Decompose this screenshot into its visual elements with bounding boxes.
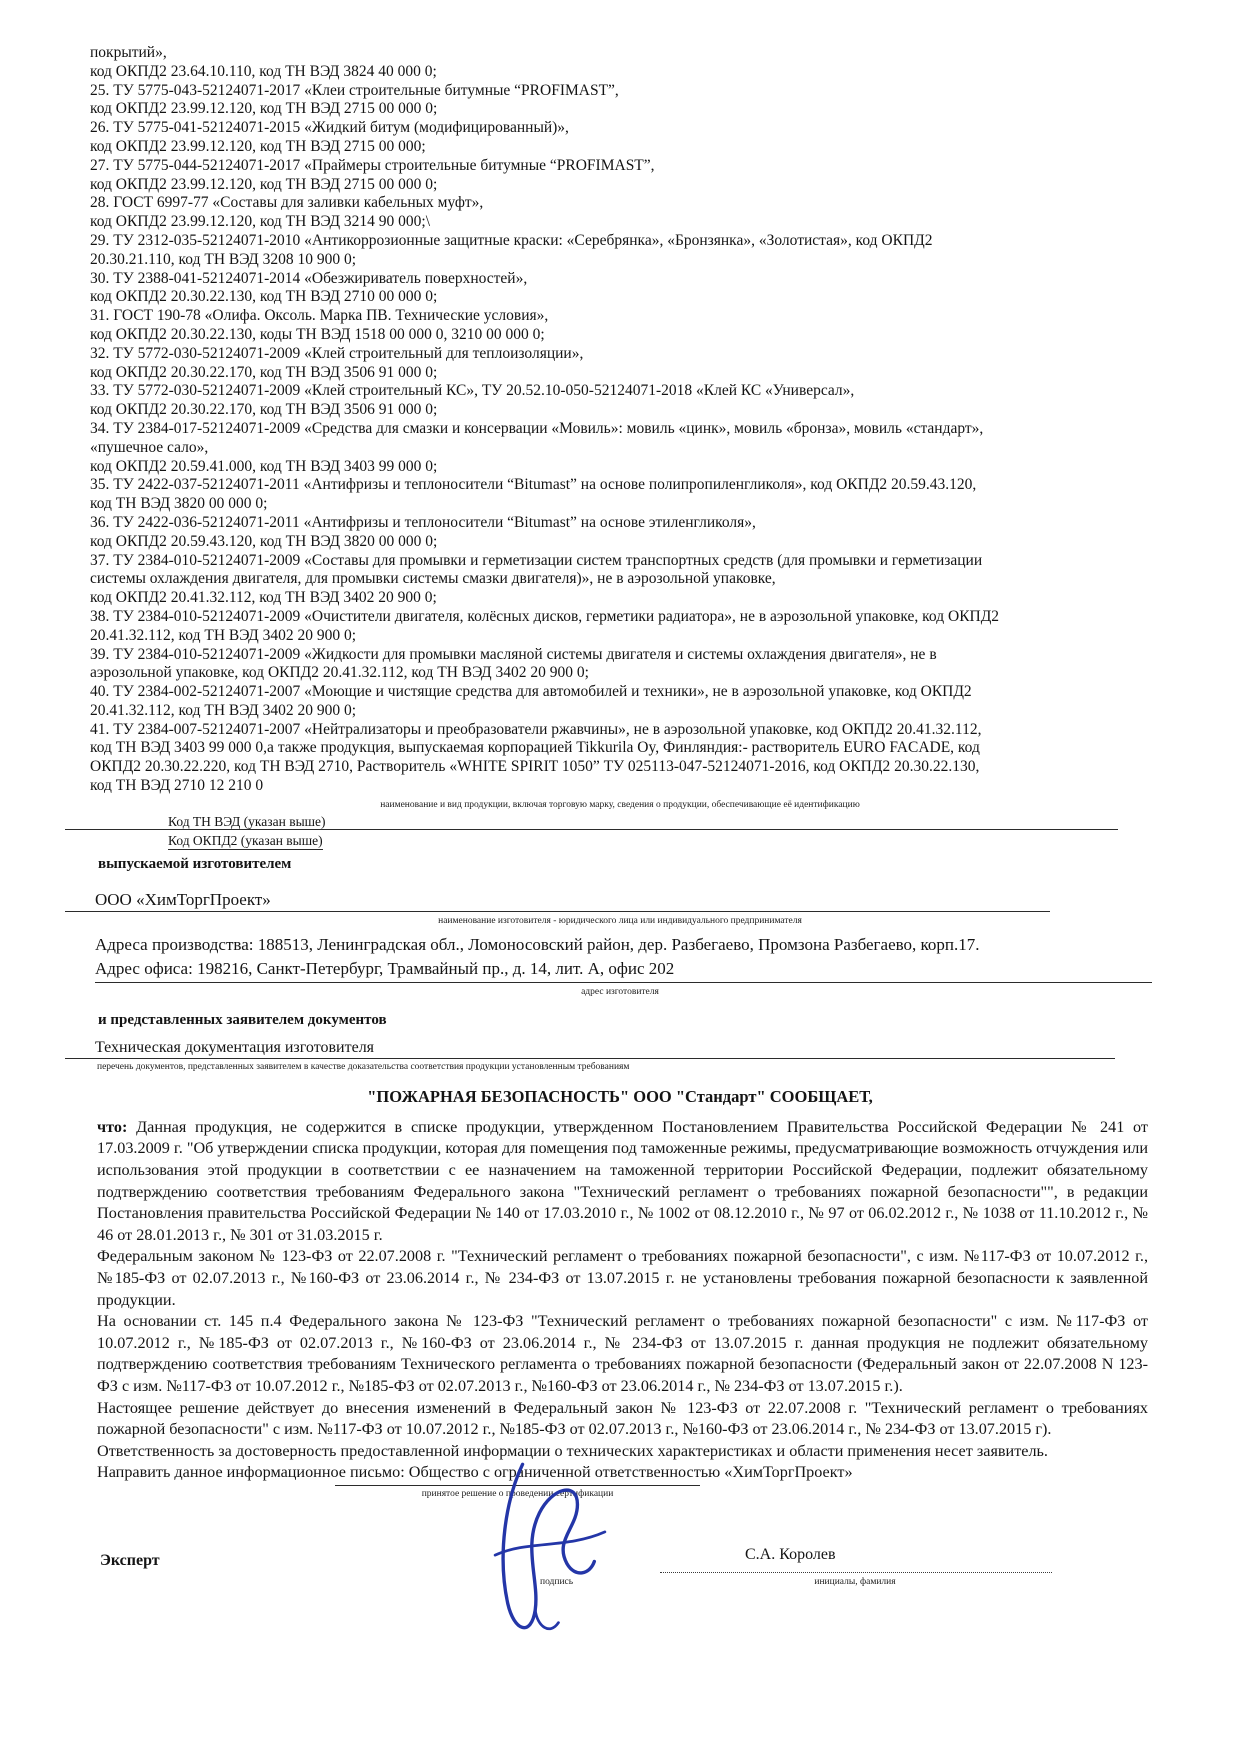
code-okpd-row: [65, 833, 1118, 850]
product-list: [0, 0, 1240, 796]
statement-body: [97, 1117, 1148, 1484]
product-list-line: 35. ТУ 2422-037-52124071-2011 «Антифризы и теплоносители “Bitumast” на основе полипропиленгликоля», код ОКПД2 20.59.43.120,: [90, 476, 977, 494]
caption-signature: подпись: [540, 1576, 574, 1587]
product-list-line: код ТН ВЭД 3820 00 000 0;: [90, 495, 268, 513]
statement-heading: "ПОЖАРНАЯ БЕЗОПАСНОСТЬ" ООО "Стандарт" СООБЩАЕТ,: [367, 1086, 873, 1106]
product-list-line: код ОКПД2 23.99.12.120, код ТН ВЭД 3214 90 000;\: [90, 213, 431, 231]
paragraph-5: Ответственность за достоверность предоставленной информации о технических характеристиках и области применения несет заявитель.: [97, 1441, 1048, 1460]
manufacturer-name: ООО «ХимТоргПроект»: [95, 889, 271, 909]
product-list-line: покрытий»,: [90, 44, 167, 61]
product-list-line: аэрозольной упаковке, код ОКПД2 20.41.32.112, код ТН ВЭД 3402 20 900 0;: [90, 664, 589, 682]
product-list-line: 34. ТУ 2384-017-52124071-2009 «Средства для смазки и консервации «Мовиль»: мовиль «цинк», мовиль «бронза», мовиль «стандарт»,: [90, 419, 984, 437]
product-list-line: ОКПД2 20.30.22.220, код ТН ВЭД 2710, Растворитель «WHITE SPIRIT 1050” ТУ 025113-047-52124071-2016, код ОКПД2 20.30.22.130,: [90, 758, 980, 776]
product-list-line: 36. ТУ 2422-036-52124071-2011 «Антифризы и теплоносители “Bitumast” на основе этиленгликоля»,: [90, 513, 756, 531]
product-list-line: код ОКПД2 20.59.41.000, код ТН ВЭД 3403 99 000 0;: [90, 457, 438, 475]
caption-docs: перечень документов, представленных заявителем в качестве доказательства соответствия продукции установленным требованиям: [97, 1061, 630, 1072]
product-list-line: системы охлаждения двигателя, для промывки системы смазки двигателя)», не в аэрозольной упаковке,: [90, 570, 776, 588]
product-list-line: код ОКПД2 20.41.32.112, код ТН ВЭД 3402 20 900 0;: [90, 589, 437, 607]
product-list-line: 29. ТУ 2312-035-52124071-2010 «Антикоррозионные защитные краски: «Серебрянка», «Бронзянка», «Золотистая», код ОКПД2: [90, 231, 933, 249]
caption-product-identification: наименование и вид продукции, включая торговую марку, сведения о продукции, обеспечивающие её идентификацию: [380, 799, 860, 810]
product-list-line: код ОКПД2 20.30.22.170, код ТН ВЭД 3506 91 000 0;: [90, 363, 438, 381]
product-list-line: код ОКПД2 20.59.43.120, код ТН ВЭД 3820 00 000 0;: [90, 532, 438, 550]
product-list-line: код ОКПД2 20.30.22.130, коды ТН ВЭД 1518 00 000 0, 3210 00 000 0;: [90, 325, 545, 343]
send-letter-line: Направить данное информационное письмо: Общество с ограниченной ответственностью «ХимТоргПроект»: [97, 1463, 853, 1482]
product-list-line: 25. ТУ 5775-043-52124071-2017 «Клеи строительные битумные “PROFIMAST”,: [90, 81, 619, 99]
paragraph-1: [97, 1117, 1148, 1247]
signature-scribble: [475, 1458, 625, 1648]
product-list-line: 20.41.32.112, код ТН ВЭД 3402 20 900 0;: [90, 626, 357, 644]
code-tnved-label: Код ТН ВЭД (указан выше): [168, 813, 326, 829]
paragraph-3: На основании ст. 145 п.4 Федерального закона № 123-ФЗ "Технический регламент о требованиях пожарной безопасности" с изм. №117-ФЗ от 10.07.2012 г., №185-ФЗ от 02.07.2013 г., №160-ФЗ от 23.06.2014 г., № 234-ФЗ от 13.07.2015 г. данная продукция не подлежит обязательному подтверждению соответствия требованиям Технического регламента о требованиях пожарной безопасности (Федеральный закон от 22.07.2008 N 123-ФЗ с изм. №117-ФЗ от 10.07.2012 г., №185-ФЗ от 02.07.2013 г., №160-ФЗ от 23.06.2014 г., № 234-ФЗ от 13.07.2015 г.).: [97, 1312, 1148, 1395]
product-list-line: 38. ТУ 2384-010-52124071-2009 «Очистители двигателя, колёсных дисков, герметики радиатора», не в аэрозольной упаковке, код ОКПД2: [90, 607, 1000, 625]
paragraph-1-prefix: что:: [97, 1117, 128, 1136]
expert-label: Эксперт: [100, 1551, 160, 1569]
product-list-line: 32. ТУ 5772-030-52124071-2009 «Клей строительный для теплоизоляции»,: [90, 344, 584, 362]
product-list-line: код ОКПД2 23.99.12.120, код ТН ВЭД 2715 00 000 0;: [90, 175, 438, 193]
paragraph-1-text: Данная продукция, не содержится в списке продукции, утвержденном Постановлением Правительства Российской Федерации № 241 от 17.03.2009 г. "Об утверждении списка продукции, которая для помещения под таможенные режимы, предусматривающие возможность отчуждения или использования этой продукции в соответствии с ее назначением на таможенной территории Российской Федерации, подлежит обязательному подтверждению соответствия требованиям Федерального закона "Технический регламент о требованиях пожарной безопасности"", в редакции Постановления правительства Российской Федерации № 140 от 17.03.2010 г., № 1002 от 08.12.2010 г., № 97 от 06.02.2012 г., № 1038 от 11.10.2012 г., № 46 от 28.01.2013 г., № 301 от 31.03.2015 г.: [97, 1117, 1148, 1244]
product-list-line: код ОКПД2 20.30.22.170, код ТН ВЭД 3506 91 000 0;: [90, 401, 438, 419]
product-list-line: 41. ТУ 2384-007-52124071-2007 «Нейтрализаторы и преобразователи ржавчины», не в аэрозольной упаковке, код ОКПД2 20.41.32.112,: [90, 720, 982, 738]
code-okpd-label: Код ОКПД2 (указан выше): [168, 833, 323, 849]
docs-value-row: [65, 1037, 1115, 1059]
product-list-line: 33. ТУ 5772-030-52124071-2009 «Клей строительный КС», ТУ 20.52.10-050-52124071-2018 «Клей КС «Универсал»,: [90, 382, 855, 400]
address-block: [95, 933, 1152, 983]
caption-manufacturer: наименование изготовителя - юридического лица или индивидуального предпринимателя: [438, 915, 802, 926]
product-list-line: 37. ТУ 2384-010-52124071-2009 «Составы для промывки и герметизации систем транспортных средств (для промывки и герметизации: [90, 551, 983, 569]
product-list-line: 39. ТУ 2384-010-52124071-2009 «Жидкости для промывки масляной системы двигателя и системы охлаждения двигателя», не в: [90, 645, 937, 663]
docs-value: Техническая документация изготовителя: [95, 1038, 375, 1056]
issued-by-label: выпускаемой изготовителем: [98, 855, 292, 872]
product-list-line: 20.41.32.112, код ТН ВЭД 3402 20 900 0;: [90, 701, 357, 719]
code-tnved-row: [65, 814, 1118, 831]
product-list-line: «пушечное сало»,: [90, 438, 209, 456]
paragraph-2: Федеральным законом № 123-ФЗ от 22.07.2008 г. "Технический регламент о требованиях пожарной безопасности", с изм. №117-ФЗ от 10.07.2012 г., №185-ФЗ от 02.07.2013 г., №160-ФЗ от 23.06.2014 г., № 234-ФЗ от 13.07.2015 г. не установлены требования пожарной безопасности к заявленной продукции.: [97, 1247, 1148, 1309]
expert-name: С.А. Королев: [745, 1545, 836, 1563]
product-list-line: код ОКПД2 23.64.10.110, код ТН ВЭД 3824 40 000 0;: [90, 62, 437, 80]
caption-address: адрес изготовителя: [581, 986, 659, 997]
office-address: Адрес офиса: 198216, Санкт-Петербург, Трамвайный пр., д. 14, лит. А, офис 202: [95, 957, 1152, 983]
caption-name: инициалы, фамилия: [814, 1576, 896, 1587]
product-list-line: 26. ТУ 5775-041-52124071-2015 «Жидкий битум (модифицированный)»,: [90, 119, 569, 137]
product-list-line: 20.30.21.110, код ТН ВЭД 3208 10 900 0;: [90, 250, 357, 268]
manufacturer-row: [65, 889, 1050, 912]
product-list-line: 31. ГОСТ 190-78 «Олифа. Оксоль. Марка ПВ. Технические условия»,: [90, 307, 549, 325]
product-list-line: код ТН ВЭД 3403 99 000 0,а также продукция, выпускаемая корпорацией Tikkurila Oy, Финляндия:- растворитель EURO FACADE, код: [90, 739, 980, 757]
product-list-line: 40. ТУ 2384-002-52124071-2007 «Моющие и чистящие средства для автомобилей и техники», не в аэрозольной упаковке, код ОКПД2: [90, 683, 972, 701]
product-list-line: код ОКПД2 23.99.12.120, код ТН ВЭД 2715 00 000 0;: [90, 100, 438, 118]
paragraph-4: Настоящее решение действует до внесения изменений в Федеральный закон № 123-ФЗ от 22.07.2008 г. "Технический регламент о требованиях пожарной безопасности" с изм. №117-ФЗ от 10.07.2012 г., №185-ФЗ от 02.07.2013 г., №160-ФЗ от 23.06.2014 г., № 234-ФЗ от 13.07.2015 г).: [97, 1398, 1148, 1439]
name-underline: [660, 1572, 1052, 1573]
product-list-line: код ТН ВЭД 2710 12 210 0: [90, 777, 264, 795]
product-list-line: 28. ГОСТ 6997-77 «Составы для заливки кабельных муфт»,: [90, 194, 484, 212]
docs-heading: и представленных заявителем документов: [98, 1011, 387, 1028]
product-list-line: код ОКПД2 23.99.12.120, код ТН ВЭД 2715 00 000;: [90, 137, 426, 155]
product-list-line: 27. ТУ 5775-044-52124071-2017 «Праймеры строительные битумные “PROFIMAST”,: [90, 156, 655, 174]
product-list-line: код ОКПД2 20.30.22.130, код ТН ВЭД 2710 00 000 0;: [90, 288, 438, 306]
product-list-line: 30. ТУ 2388-041-52124071-2014 «Обезжириватель поверхностей»,: [90, 269, 528, 287]
caption-decision: принятое решение о проведении сертификации: [335, 1485, 700, 1500]
signature-footer: [95, 1500, 1145, 1754]
production-address: Адреса производства: 188513, Ленинградская обл., Ломоносовский район, дер. Разбегаево, Промзона Разбегаево, корп.17.: [95, 934, 980, 954]
